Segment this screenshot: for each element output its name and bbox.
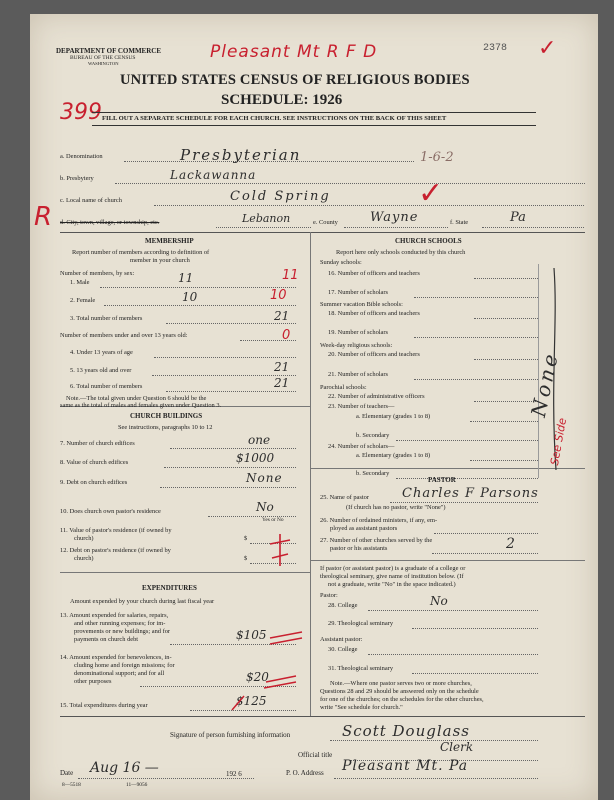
expenditures-title: EXPENDITURES (142, 584, 197, 592)
q28-line (368, 610, 538, 611)
census-schedule-sheet (30, 14, 598, 800)
membership-title: MEMBERSHIP (145, 237, 194, 245)
column-divider (310, 232, 311, 716)
separate-schedule-instruction: FILL OUT A SEPARATE SCHEDULE FOR EACH CHURCH. SEE INSTRUCTIONS ON THE BACK OF THIS SHEET (102, 115, 447, 122)
q26-line (434, 533, 538, 534)
q8-line (164, 467, 296, 468)
q1-red-value: 11 (282, 268, 299, 283)
q14-label-4: other purposes (74, 678, 112, 685)
q7-line (170, 448, 296, 449)
q13-label-4: payments on church debt (74, 636, 139, 643)
red-checkmark: ✓ (538, 36, 557, 61)
grad-line-3: not a graduate, write "No" in the space indicated.) (328, 581, 456, 588)
buildings-title: CHURCH BUILDINGS (130, 412, 203, 420)
grad-line-2: theological seminary, give name of institution below. (If (320, 573, 464, 580)
q19-line (414, 337, 538, 338)
signature-value: Scott Douglass (342, 722, 470, 740)
q21-line (414, 379, 538, 380)
po-address-label: P. O. Address (286, 769, 324, 777)
assistant-label: Assistant pastor: (320, 636, 363, 643)
local-name-label: c. Local name of church (60, 197, 122, 204)
q12-label-1: 12. Debt on pastor's residence (if owned by (60, 547, 171, 554)
po-address-value: Pleasant Mt. Pa (342, 758, 469, 774)
signature-label: Signature of person furnishing information (170, 731, 291, 739)
q28-label: 28. College (328, 602, 358, 609)
q6-line (166, 391, 296, 392)
q2-line (104, 305, 296, 306)
county-value: Wayne (370, 210, 419, 225)
q24a-label: a. Elementary (grades 1 to 8) (356, 452, 431, 459)
q27-value: 2 (506, 536, 515, 552)
q20-label: 20. Number of officers and teachers (328, 351, 420, 358)
buildings-sub: See instructions, paragraphs 10 to 12 (118, 424, 213, 431)
q27-line (432, 553, 538, 554)
q7-label: 7. Number of church edifices (60, 440, 135, 447)
q5-label: 5. 13 years old and over (70, 367, 132, 374)
q16-line (474, 278, 538, 279)
weekday-label: Week-day religious schools: (320, 342, 393, 349)
city-label: d. City, town, village, or township, etc. (60, 219, 160, 226)
q15-value: $125 (236, 694, 267, 708)
q21-label: 21. Number of scholars (328, 371, 388, 378)
q22-label: 22. Number of administrative officers (328, 393, 425, 400)
q13-label-3: provements or new buildings; and for (74, 628, 171, 635)
q27-label-2: pastor or his assistants (330, 545, 388, 552)
pastor-note-4: write "See schedule for church." (320, 704, 403, 711)
q30-line (368, 654, 538, 655)
q16-label: 16. Number of officers and teachers (328, 270, 420, 277)
q1-value: 11 (178, 271, 194, 285)
q2-value: 10 (182, 290, 198, 304)
q31-label: 31. Theological seminary (328, 665, 394, 672)
q15-label: 15. Total expenditures during year (60, 702, 148, 709)
q31-line (412, 673, 538, 674)
see-side-note: See Side (548, 416, 570, 467)
presbytery-label: b. Presbytery (60, 175, 94, 182)
signature-line (330, 740, 538, 741)
q29-label: 29. Theological seminary (328, 620, 394, 627)
membership-note-1: Note.—The total given under Question 6 should be the (66, 395, 207, 402)
grad-line-1: If pastor (or assistant pastor) is a graduate of a college or (320, 565, 466, 572)
q2-red-value: 10 (270, 288, 287, 303)
membership-intro-2: member in your church (130, 257, 190, 264)
q24b-label: b. Secondary (356, 470, 390, 477)
q26-label-2: ployed as assistant pastors (330, 525, 398, 532)
members-by-sex: Number of members, by sex: (60, 270, 135, 277)
pastor-note-2: Questions 28 and 29 should be answered only on the schedule (320, 688, 479, 695)
red-x-mark (266, 532, 294, 568)
schools-title: CHURCH SCHOOLS (395, 237, 462, 245)
q11-dollar: $ (244, 535, 248, 542)
denomination-code: 1-6-2 (420, 150, 454, 165)
q4-line (154, 357, 296, 358)
date-value: Aug 16 — (90, 760, 159, 776)
q14-label-3: denominational support; and for all (74, 670, 165, 677)
q6-label: 6. Total number of members (70, 383, 143, 390)
q14-value: $20 (246, 670, 269, 684)
presbytery-value: Lackawanna (170, 168, 257, 182)
q6-value: 21 (274, 376, 290, 390)
q25-label: 25. Name of pastor (320, 494, 369, 501)
city-value: Lebanon (242, 212, 291, 225)
sunday-label: Sunday schools: (320, 259, 362, 266)
q11-label-1: 11. Value of pastor's residence (if owned by (60, 527, 172, 534)
q5-value: 21 (274, 360, 290, 374)
presbytery-line (115, 183, 585, 184)
official-title-value: Clerk (440, 740, 474, 754)
form-number: 2378 (483, 43, 508, 54)
pastor-block-rule (310, 560, 585, 561)
q18-line (474, 318, 538, 319)
membership-intro-1: Report number of members according to definition of (72, 249, 210, 256)
denomination-value: Presbyterian (180, 146, 302, 164)
pastor-note-3: for one of the churches; on the schedules for the other churches, (320, 696, 484, 703)
local-name-line (154, 205, 584, 206)
q2-label: 2. Female (70, 297, 96, 304)
q30-label: 30. College (328, 646, 358, 653)
membership-note-2: same as the total of males and females given under Question 3. (60, 402, 222, 409)
q13-value: $105 (236, 628, 267, 642)
schools-none-note: None (526, 349, 564, 419)
print-code-2: 11—9056 (126, 782, 148, 788)
q25-value: Charles F Parsons (402, 486, 539, 501)
q23b-label: b. Secondary (356, 432, 390, 439)
q12-label-2: church) (74, 555, 94, 562)
expenditures-sub: Amount expended by your church during last fiscal year (70, 598, 215, 605)
date-label: Date (60, 769, 74, 777)
q29-line (412, 628, 538, 629)
pastor-sub-label: Pastor: (320, 592, 338, 599)
q13-label-1: 13. Amount expended for salaries, repairs, (60, 612, 169, 619)
q17-label: 17. Number of scholars (328, 289, 388, 296)
q17-line (414, 297, 538, 298)
q28-value: No (430, 594, 448, 608)
q3-value: 21 (274, 309, 290, 323)
q24b-line (396, 478, 538, 479)
q9-value: None (246, 471, 283, 485)
q20-line (474, 359, 538, 360)
q23-label: 23. Number of teachers— (328, 403, 395, 410)
state-label: f. State (450, 219, 469, 226)
q3-line (166, 323, 296, 324)
q23b-line (396, 440, 538, 441)
department-label: DEPARTMENT OF COMMERCE (56, 47, 162, 55)
q1-line (100, 287, 296, 288)
state-value: Pa (510, 210, 526, 225)
print-code-1: 8—5518 (62, 782, 81, 788)
q8-value: $1000 (236, 451, 275, 465)
q23a-label: a. Elementary (grades 1 to 8) (356, 413, 431, 420)
handwritten-number: 399 (60, 100, 102, 125)
header-rule-bottom (92, 125, 536, 126)
red-tally-marks (226, 626, 306, 716)
q4-label: 4. Under 13 years of age (70, 349, 133, 356)
state-line (482, 227, 584, 228)
q7-value: one (248, 433, 271, 447)
county-line (344, 227, 448, 228)
schedule-title: SCHEDULE: 1926 (221, 92, 343, 108)
parochial-label: Parochial schools: (320, 384, 367, 391)
q14-label-1: 14. Amount expended for benevolences, in- (60, 654, 172, 661)
q27-label-1: 27. Number of other churches served by the (320, 537, 433, 544)
denomination-label: a. Denomination (60, 153, 103, 160)
q25-sub: (If church has no pastor, write "None") (346, 504, 446, 511)
red-check-mark-2: ✓ (418, 176, 444, 211)
q8-label: 8. Value of church edifices (60, 459, 129, 466)
q10-label: 10. Does church own pastor's residence (60, 508, 161, 515)
q12-dollar: $ (244, 555, 248, 562)
city-line (216, 227, 311, 228)
grid-bottom (60, 716, 585, 717)
q14-label-2: cluding home and foreign missions; for (74, 662, 175, 669)
bureau-label: BUREAU OF THE CENSUS (70, 55, 136, 61)
pastor-note-1: Note.—Where one pastor serves two or more churches, (330, 680, 472, 687)
schools-sub: Report here only schools conducted by this church (336, 249, 466, 256)
city-label: WASHINGTON (88, 61, 119, 66)
under-over-label: Number of members under and over 13 years old: (60, 332, 188, 339)
red-R-mark: R (34, 202, 53, 232)
q24-label: 24. Number of scholars— (328, 443, 395, 450)
q26-label-1: 26. Number of ordained ministers, if any, em- (320, 517, 438, 524)
official-title-label: Official title (298, 751, 333, 759)
yes-no-hint: Yes or No (262, 517, 284, 523)
q24a-line (470, 460, 538, 461)
local-name-value: Cold Spring (230, 189, 331, 204)
q13-label-2: and other running expenses; for im- (74, 620, 166, 627)
form-title: UNITED STATES CENSUS OF RELIGIOUS BODIES (120, 72, 470, 88)
q25-line (390, 502, 538, 503)
q23a-line (470, 421, 538, 422)
q11-label-2: church) (74, 535, 94, 542)
summer-label: Summer vacation Bible schools: (320, 301, 403, 308)
q9-line (160, 487, 296, 488)
q1-label: 1. Male (70, 279, 90, 286)
po-address-line (334, 778, 538, 779)
buildings-bottom (60, 572, 310, 573)
q10-value: No (256, 500, 274, 514)
q3-label: 3. Total number of members (70, 315, 143, 322)
pastor-title: PASTOR (428, 476, 456, 484)
county-label: e. County (313, 219, 338, 226)
handwritten-place: Pleasant Mt R F D (210, 42, 378, 62)
header-rule-top (92, 112, 536, 113)
q19-label: 19. Number of scholars (328, 329, 388, 336)
date-line (78, 778, 254, 779)
q4-red-value: 0 (282, 328, 291, 343)
q9-label: 9. Debt on church edifices (60, 479, 128, 486)
date-year: 192 6 (226, 770, 242, 778)
grid-top (60, 232, 585, 233)
q18-label: 18. Number of officers and teachers (328, 310, 420, 317)
